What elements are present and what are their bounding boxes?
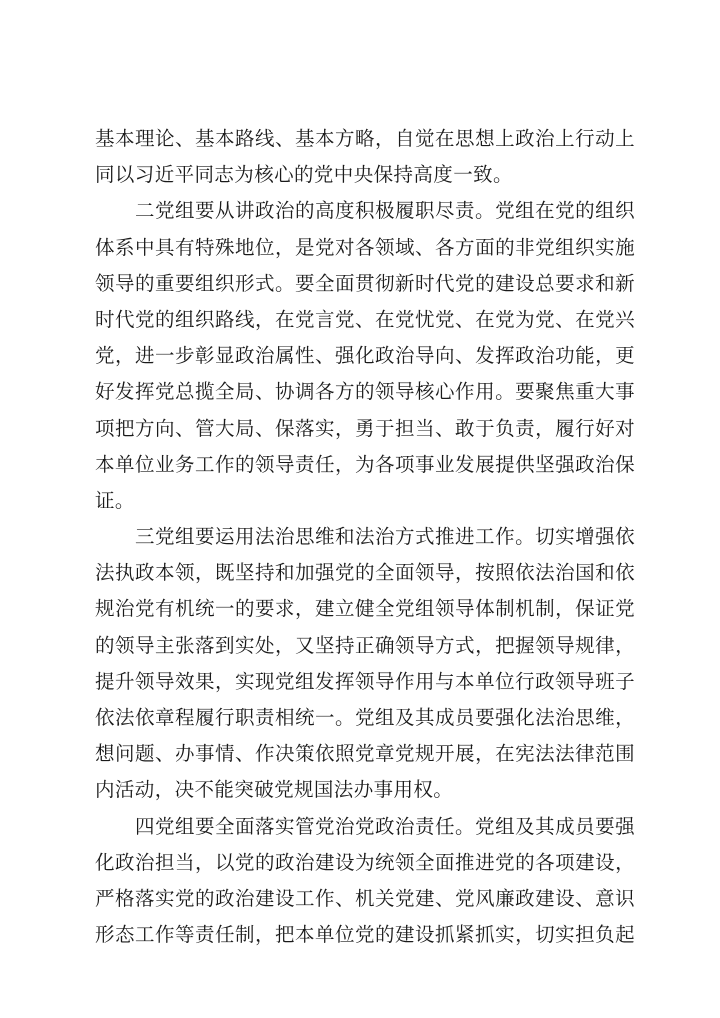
- paragraph-first-line: 二党组要从讲政治的高度积极履职尽责。党组在党的组织: [135, 199, 635, 223]
- document-body: [95, 121, 635, 953]
- text-line: 化政治担当，以党的政治建设为统领全面推进党的各项建设，: [95, 850, 635, 874]
- text-line: 证。: [95, 488, 135, 512]
- paragraph-first-line: 四党组要全面落实管党治党政治责任。党组及其成员要强: [135, 814, 635, 838]
- text-line: 时代党的组织路线，在党言党、在党忧党、在党为党、在党兴: [95, 307, 635, 331]
- text-line: 体系中具有特殊地位，是党对各领域、各方面的非党组织实施: [95, 235, 635, 259]
- text-line: 规治党有机统一的要求，建立健全党组领导体制机制，保证党: [95, 597, 635, 621]
- text-line: 党，进一步彰显政治属性、强化政治导向、发挥政治功能，更: [95, 344, 635, 368]
- text-line: 的领导主张落到实处，又坚持正确领导方式，把握领导规律，: [95, 633, 635, 657]
- text-line: 依法依章程履行职责相统一。党组及其成员要强化法治思维，: [95, 706, 635, 729]
- text-line: 领导的重要组织形式。要全面贯彻新时代党的建设总要求和新: [95, 271, 635, 295]
- text-line: 本单位业务工作的领导责任，为各项事业发展提供坚强政治保: [95, 452, 635, 476]
- text-line: 想问题、办事情、作决策依照党章党规开展，在宪法法律范围: [95, 742, 635, 766]
- text-line: 严格落实党的政治建设工作、机关党建、党风廉政建设、意识: [95, 886, 635, 910]
- text-line: 内活动，决不能突破党规国法办事用权。: [95, 778, 454, 802]
- text-line: 好发挥党总揽全局、协调各方的领导核心作用。要聚焦重大事: [95, 380, 635, 404]
- text-line: 同以习近平同志为核心的党中央保持高度一致。: [95, 163, 513, 187]
- paragraph-first-line: 三党组要运用法治思维和法治方式推进工作。切实增强依: [135, 525, 635, 549]
- text-line: 基本理论、基本路线、基本方略，自觉在思想上政治上行动上: [95, 127, 635, 150]
- text-line: 项把方向、管大局、保落实，勇于担当、敢于负责，履行好对: [95, 416, 635, 440]
- text-line: 形态工作等责任制，把本单位党的建设抓紧抓实，切实担负起: [95, 923, 635, 947]
- text-line: 法执政本领，既坚持和加强党的全面领导，按照依法治国和依: [95, 561, 635, 585]
- text-line: 提升领导效果，实现党组发挥领导作用与本单位行政领导班子: [95, 669, 635, 693]
